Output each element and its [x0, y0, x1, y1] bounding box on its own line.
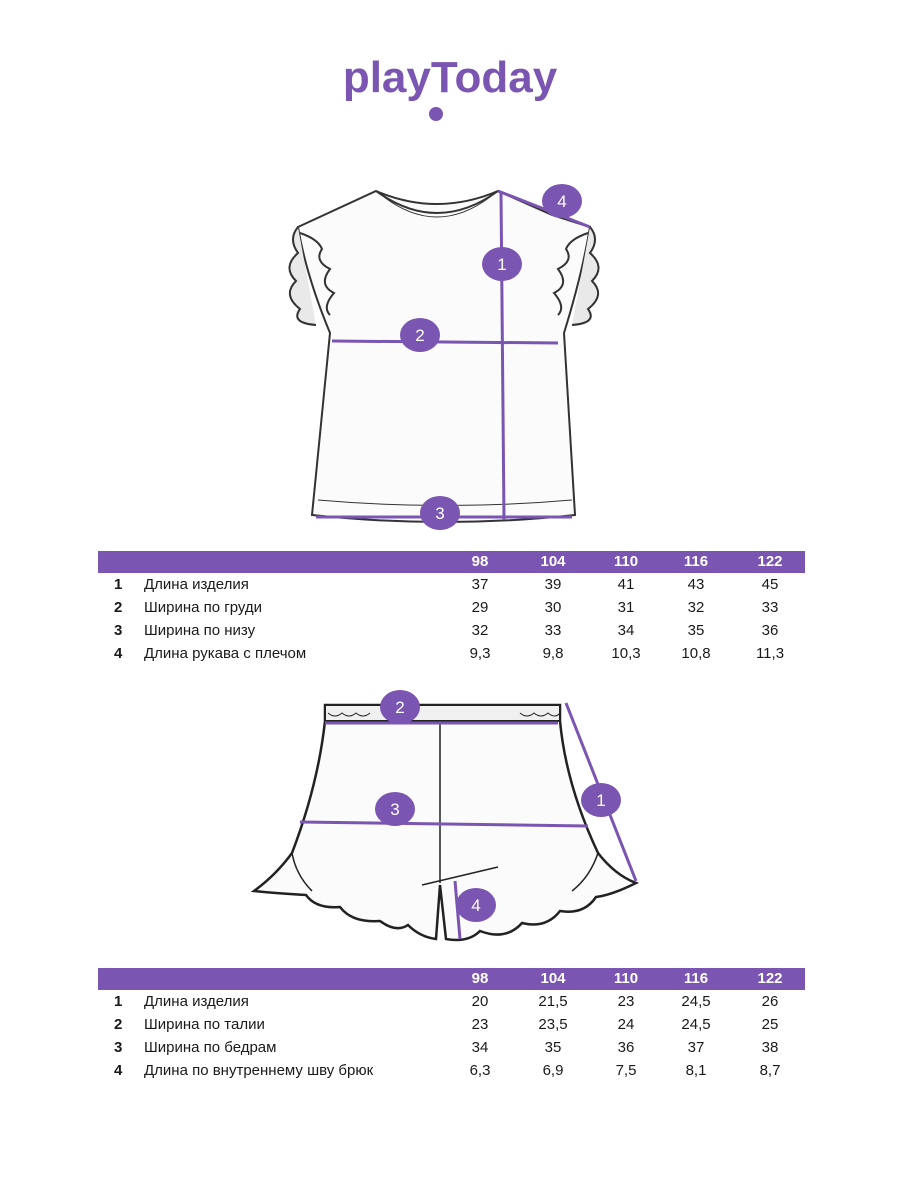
row-label: Длина рукава с плечом — [144, 645, 307, 662]
row-value: 10,8 — [681, 645, 711, 662]
table-row — [98, 1059, 805, 1082]
row-value: 32 — [471, 622, 489, 639]
row-value: 6,3 — [469, 1062, 491, 1079]
tshirt-marker-3 — [420, 496, 460, 530]
row-value: 6,9 — [542, 1062, 564, 1079]
row-number: 3 — [114, 622, 123, 639]
row-value: 34 — [471, 1039, 489, 1056]
row-label: Ширина по талии — [144, 1016, 265, 1033]
size-header: 122 — [757, 553, 783, 570]
tshirt-sketch — [0, 175, 900, 540]
shorts-sketch — [0, 685, 900, 950]
size-header: 110 — [613, 970, 639, 987]
shorts-marker-3 — [375, 792, 415, 826]
row-value: 35 — [544, 1039, 562, 1056]
svg-text:4: 4 — [557, 192, 567, 211]
row-value: 36 — [761, 622, 779, 639]
row-value: 24,5 — [681, 1016, 711, 1033]
svg-text:2: 2 — [415, 326, 425, 345]
row-value: 43 — [687, 576, 705, 593]
size-header: 104 — [540, 553, 566, 570]
brand-logo — [0, 50, 900, 130]
table-row — [98, 990, 805, 1013]
table-row — [98, 1036, 805, 1059]
svg-text:2: 2 — [395, 698, 405, 717]
size-header: 98 — [471, 970, 489, 987]
row-label: Длина по внутреннему шву брюк — [144, 1062, 374, 1079]
row-value: 36 — [617, 1039, 635, 1056]
table-row — [98, 619, 805, 642]
row-number: 1 — [114, 576, 123, 593]
table-row — [98, 573, 805, 596]
row-value: 32 — [687, 599, 705, 616]
size-header: 116 — [683, 970, 709, 987]
tshirt-marker-2 — [400, 318, 440, 352]
row-label: Длина изделия — [144, 993, 249, 1010]
size-header: 110 — [613, 553, 639, 570]
row-value: 30 — [544, 599, 562, 616]
shorts-size-table — [98, 968, 805, 1082]
row-label: Ширина по груди — [144, 599, 263, 616]
row-number: 3 — [114, 1039, 123, 1056]
tshirt-outline — [289, 191, 598, 522]
row-value: 20 — [471, 993, 489, 1010]
size-header: 98 — [471, 553, 489, 570]
size-header: 116 — [683, 553, 709, 570]
row-value: 31 — [617, 599, 635, 616]
row-value: 8,7 — [759, 1062, 781, 1079]
logo-text: playToday — [342, 53, 558, 102]
svg-text:1: 1 — [596, 791, 606, 810]
row-value: 26 — [761, 993, 779, 1010]
row-value: 9,3 — [469, 645, 491, 662]
row-value: 37 — [471, 576, 489, 593]
row-value: 8,1 — [685, 1062, 707, 1079]
row-value: 38 — [761, 1039, 779, 1056]
row-value: 25 — [761, 1016, 779, 1033]
size-header: 122 — [757, 970, 783, 987]
row-number: 4 — [114, 1062, 123, 1079]
row-value: 33 — [544, 622, 562, 639]
row-value: 33 — [761, 599, 779, 616]
table-row — [98, 596, 805, 619]
tshirt-size-table — [98, 551, 805, 665]
row-value: 9,8 — [542, 645, 564, 662]
size-header: 104 — [540, 970, 566, 987]
svg-text:3: 3 — [435, 504, 445, 523]
row-label: Ширина по бедрам — [144, 1039, 277, 1056]
row-number: 2 — [114, 599, 123, 616]
row-label: Ширина по низу — [144, 622, 256, 639]
row-value: 37 — [687, 1039, 705, 1056]
row-value: 39 — [544, 576, 562, 593]
row-value: 23,5 — [538, 1016, 568, 1033]
row-value: 41 — [617, 576, 635, 593]
row-value: 24 — [617, 1016, 635, 1033]
tshirt-marker-4 — [542, 184, 582, 218]
row-value: 11,3 — [755, 645, 785, 662]
shorts-marker-2 — [380, 690, 420, 724]
tshirt-marker-1 — [482, 247, 522, 281]
table-row — [98, 1013, 805, 1036]
size-header-bar — [98, 968, 805, 990]
shorts-marker-1 — [581, 783, 621, 817]
table-row — [98, 642, 805, 665]
svg-text:4: 4 — [471, 896, 481, 915]
row-value: 29 — [471, 599, 489, 616]
row-number: 2 — [114, 1016, 123, 1033]
svg-text:3: 3 — [390, 800, 400, 819]
row-value: 45 — [761, 576, 779, 593]
row-value: 24,5 — [681, 993, 711, 1010]
size-header-bar — [98, 551, 805, 573]
svg-text:1: 1 — [497, 255, 507, 274]
row-value: 10,3 — [611, 645, 641, 662]
logo-dot — [429, 107, 443, 121]
row-number: 4 — [114, 645, 123, 662]
row-value: 21,5 — [538, 993, 568, 1010]
row-value: 7,5 — [615, 1062, 637, 1079]
row-label: Длина изделия — [144, 576, 249, 593]
row-number: 1 — [114, 993, 123, 1010]
shorts-marker-4 — [456, 888, 496, 922]
row-value: 23 — [617, 993, 635, 1010]
row-value: 35 — [687, 622, 705, 639]
row-value: 23 — [471, 1016, 489, 1033]
row-value: 34 — [617, 622, 635, 639]
